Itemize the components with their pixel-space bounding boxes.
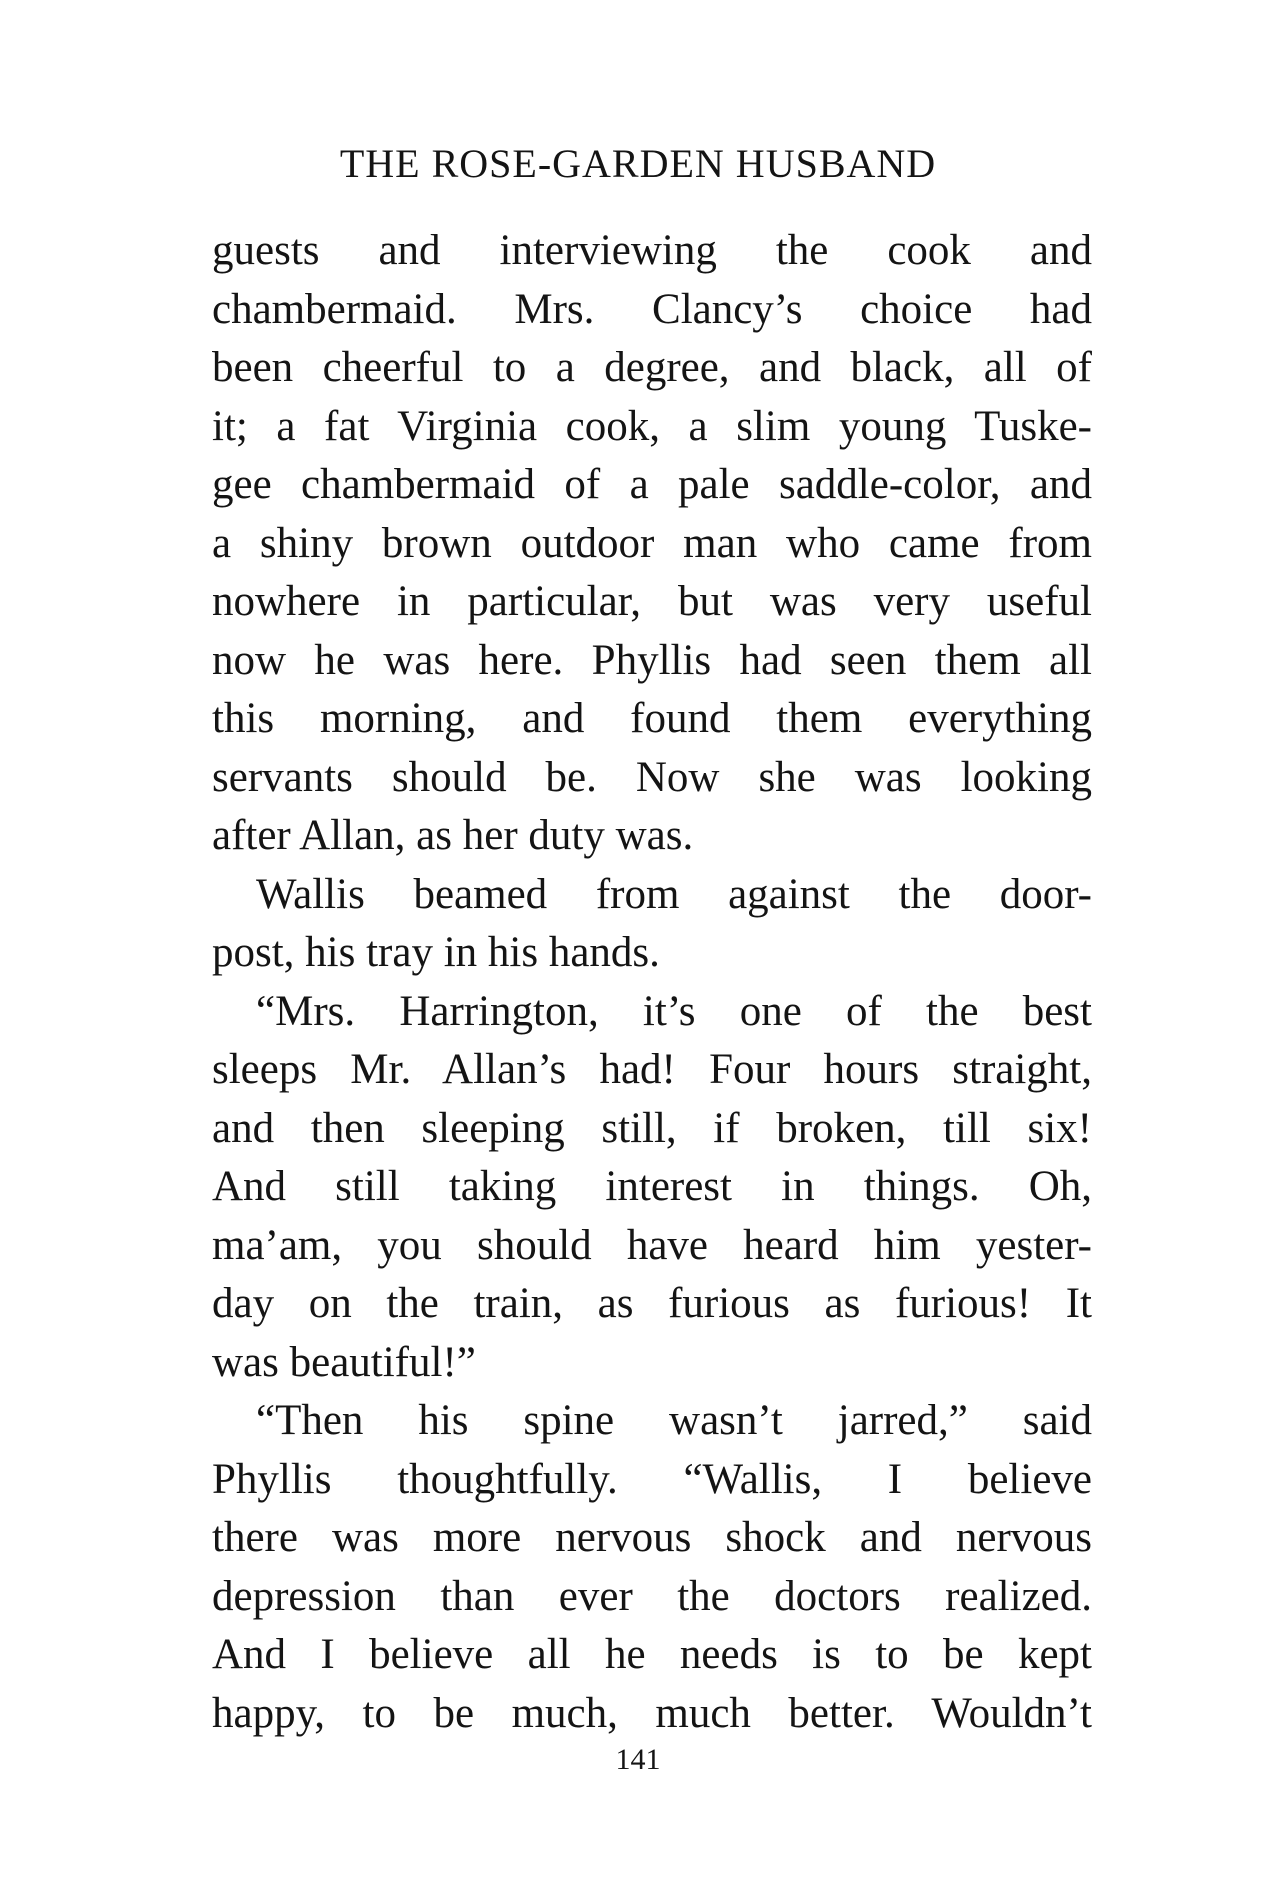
text-line: gee chambermaid of a pale saddle-color, and bbox=[212, 461, 1092, 508]
text-line: post, his tray in his hands. bbox=[212, 929, 660, 976]
text-line: nowhere in particular, but was very useful bbox=[212, 578, 1092, 625]
text-line: guests and interviewing the cook and bbox=[212, 227, 1092, 274]
text-line: been cheerful to a degree, and black, all of bbox=[212, 344, 1092, 391]
text-line: this morning, and found them everything bbox=[212, 695, 1092, 742]
body-text bbox=[212, 222, 1092, 1743]
text-line: now he was here. Phyllis had seen them all bbox=[212, 636, 1092, 684]
text-line: And I believe all he needs is to be kept bbox=[212, 1631, 1092, 1678]
text-line: ma’am, you should have heard him yester- bbox=[212, 1221, 1092, 1269]
text-line: Wallis beamed from against the door- bbox=[256, 870, 1092, 918]
text-line: it; a fat Virginia cook, a slim young Tuske- bbox=[212, 402, 1092, 450]
text-line: a shiny brown outdoor man who came from bbox=[212, 519, 1092, 567]
text-line: “Mrs. Harrington, it’s one of the best bbox=[256, 987, 1092, 1035]
text-line: and then sleeping still, if broken, till six! bbox=[212, 1104, 1092, 1152]
text-line: And still taking interest in things. Oh, bbox=[212, 1163, 1092, 1210]
text-line: day on the train, as furious as furious! It bbox=[212, 1280, 1092, 1327]
text-line: “Then his spine wasn’t jarred,” said bbox=[256, 1397, 1092, 1444]
text-line: Phyllis thoughtfully. “Wallis, I believe bbox=[212, 1455, 1092, 1503]
text-line: servants should be. Now she was looking bbox=[212, 753, 1092, 801]
text-line: was beautiful!” bbox=[212, 1338, 476, 1386]
text-line: happy, to be much, much better. Wouldn’t bbox=[212, 1689, 1092, 1737]
text-line: after Allan, as her duty was. bbox=[212, 812, 694, 859]
text-line: sleeps Mr. Allan’s had! Four hours straight, bbox=[212, 1046, 1092, 1093]
running-head: THE ROSE-GARDEN HUSBAND bbox=[339, 141, 937, 186]
text-line: chambermaid. Mrs. Clancy’s choice had bbox=[212, 285, 1092, 333]
page-number: 141 bbox=[615, 1743, 661, 1776]
text-line: depression than ever the doctors realized. bbox=[212, 1572, 1092, 1620]
text-line: there was more nervous shock and nervous bbox=[212, 1514, 1092, 1561]
